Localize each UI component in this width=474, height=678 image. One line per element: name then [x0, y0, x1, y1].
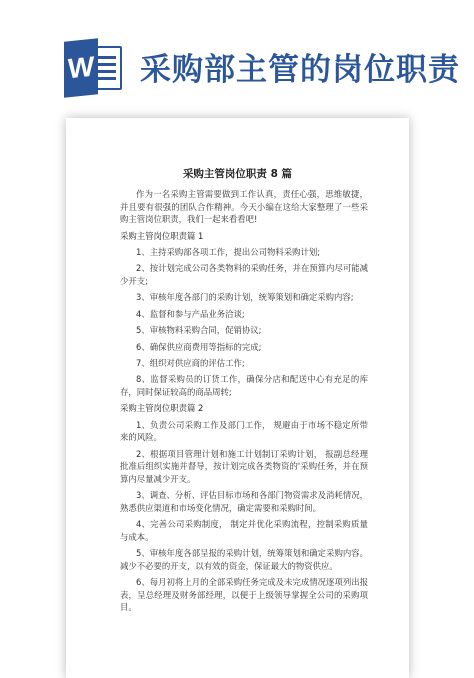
paragraph: 作为一名采购主管需要做到工作认真，责任心强，思维敏捷，并且要有很强的团队合作精神。今天小编在这给大家整理了一些采购主管岗位职责，我们一起来看看吧! — [120, 189, 368, 225]
paragraph: 3、审核年度各部门的采购计划，统筹策划和确定采购内容; — [136, 292, 354, 303]
section-heading: 采购主管岗位职责篇 2 — [120, 403, 204, 414]
paragraph: 6、确保供应商费用等指标的完成; — [136, 341, 262, 352]
header-banner — [0, 0, 474, 120]
paragraph: 6、每月初将上月的全部采购任务完成及未完成情况逐项列出报表，呈总经理及财务部经理，以便于上级领导掌握全公司的采购项目。 — [120, 577, 368, 613]
paragraph: 1、主持采购部各项工作，提出公司物料采购计划; — [136, 246, 321, 257]
document-title: 采购主管岗位职责 8 篇 — [182, 168, 293, 180]
page-title: 采购部主管的岗位职责 — [140, 52, 460, 88]
paragraph: 4、完善公司采购制度， 制定并优化采购流程，控制采购质量与成本。 — [120, 519, 368, 542]
paragraph: 1、负责公司采购工作及部门工作， 规避由于市场不稳定所带来的风险。 — [120, 419, 368, 443]
word-icon — [64, 40, 124, 96]
paragraph: 8、监督采购员的订货工作，确保分店和配送中心有充足的库存，同时保证较高的商品周转; — [120, 374, 368, 397]
word-letter-badge: W — [64, 38, 98, 98]
paragraph: 7、组织对供应商的评估工作; — [136, 357, 245, 368]
paragraph: 4、监督和参与产品业务洽谈; — [136, 308, 245, 319]
paragraph: 2、根据项目管理计划和施工计划制订采购计划， 报副总经理批准后组织实施并督导，按计划完成各类物资的'采购任务，并在预算内尽量减少开支。 — [120, 448, 368, 484]
section-heading: 采购主管岗位职责篇 1 — [120, 230, 204, 241]
document-body — [120, 188, 368, 618]
paragraph: 2、按计划完成公司各类物料的采购任务，并在预算内尽可能减少开支; — [120, 263, 368, 286]
paragraph: 5、审核年度各部呈报的采购计划，统筹策划和确定采购内容。减少不必要的开支，以有效的资金，保证最大的物资供应。 — [120, 548, 368, 571]
paragraph: 5、审核物料采购合同，促销协议; — [136, 325, 262, 336]
paragraph: 3、调查、分析、评估目标市场和各部门物资需求及消耗情况， 熟悉供应渠道和市场变化情况，确定需要和采购时间。 — [120, 490, 368, 513]
document-page — [66, 118, 409, 678]
